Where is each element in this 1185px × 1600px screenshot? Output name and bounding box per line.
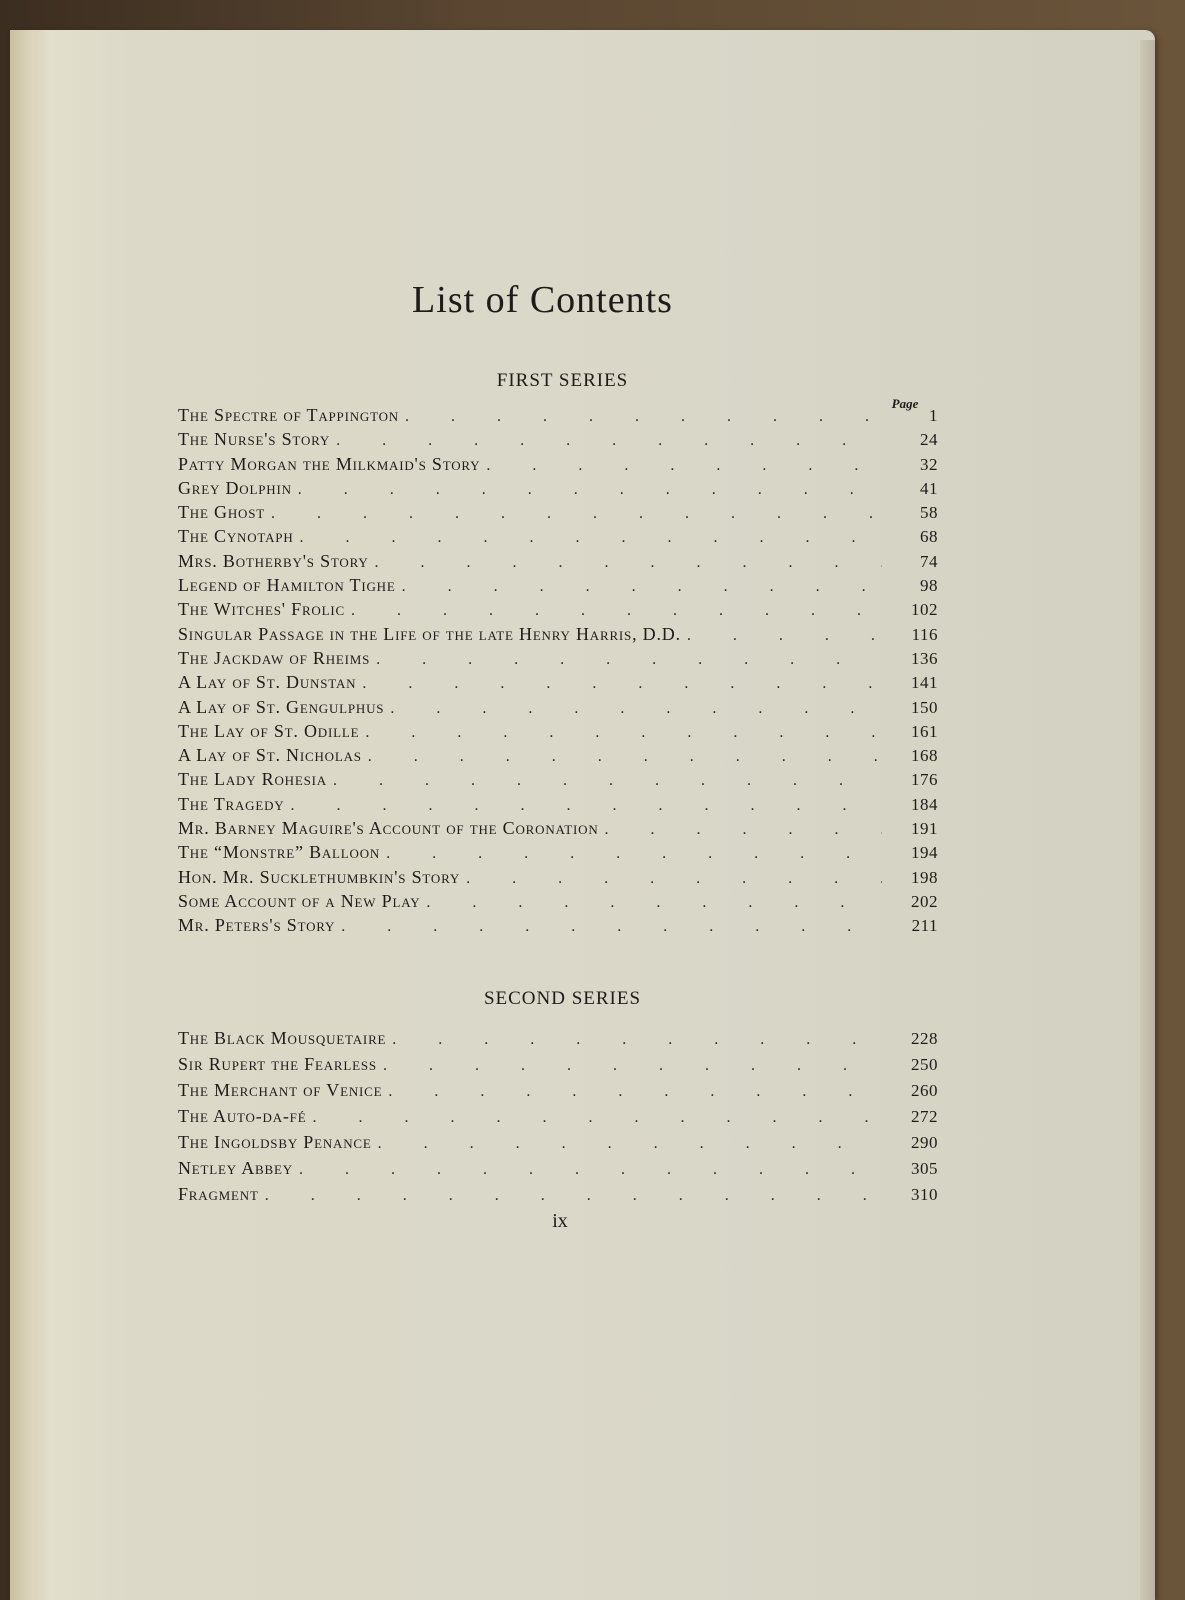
toc-entry-title: Mr. Peters's Story [178,915,336,936]
toc-entry-page-number: 176 [911,770,938,790]
dot-leader [333,772,882,790]
toc-entry [178,818,938,842]
toc-entry-page-number: 141 [911,673,938,693]
toc-entry [178,915,938,939]
toc-entry-title: Fragment [178,1184,259,1204]
toc-entry-page-number: 272 [911,1107,938,1126]
toc-entry-page-number: 198 [911,867,938,887]
toc-entry-page-number: 74 [920,551,938,571]
toc-entry [178,769,938,793]
toc-entry-title: A Lay of St. Gengulphus [178,696,385,717]
toc-entry-title: The Spectre of Tappington [178,405,399,425]
dot-leader [365,724,882,742]
toc-entry-page-number: 68 [920,527,938,547]
toc-entry-page-number: 184 [911,794,938,814]
dot-leader [486,457,882,475]
toc-entry [178,672,938,696]
toc-entry-page-number: 116 [911,624,938,644]
dot-leader [290,797,882,815]
toc-entry-page-number: 136 [911,648,938,668]
second-series-list [178,1028,938,1218]
toc-entry-title: Singular Passage in the Life of the late Henry Harris, D.D. [178,623,681,644]
toc-entry-title: The Ghost [178,502,265,523]
toc-entry-page-number: 168 [911,746,938,766]
dot-leader [368,748,882,766]
toc-entry-page-number: 202 [911,891,938,911]
toc-entry-title: Grey Dolphin [178,477,292,498]
toc-entry [178,575,938,599]
dot-leader [362,675,882,693]
toc-entry [178,1158,938,1184]
toc-entry-title: Patty Morgan the Milkmaid's Story [178,453,481,474]
dot-leader [386,845,882,863]
toc-entry [178,891,938,915]
toc-entry-page-number: 98 [920,576,938,596]
toc-entry-page-number: 310 [911,1185,938,1204]
dot-leader [300,529,882,547]
toc-entry [178,867,938,891]
toc-entry-page-number: 32 [920,454,938,474]
toc-entry-page-number: 161 [911,721,938,741]
toc-entry [178,599,938,623]
dot-leader [341,918,882,936]
toc-entry-title: The Jackdaw of Rheims [178,647,371,668]
dot-leader [298,481,882,499]
toc-entry-page-number: 305 [911,1159,938,1178]
toc-entry-page-number: 150 [911,697,938,717]
toc-entry [178,624,938,648]
toc-entry [178,526,938,550]
toc-entry-page-number: 41 [920,478,938,498]
toc-entry-page-number: 250 [911,1055,938,1074]
toc-entry [178,745,938,769]
toc-entry [178,551,938,575]
toc-entry [178,1184,938,1210]
dot-leader [375,554,882,572]
dot-leader [405,408,882,426]
dot-leader [402,578,882,596]
dot-leader [265,1187,882,1205]
page-column-label: Page [891,396,919,411]
toc-entry-title: The Tragedy [178,793,285,814]
toc-entry [178,1132,938,1158]
toc-entry-page-number: 228 [911,1029,938,1048]
toc-entry-title: The Merchant of Venice [178,1080,383,1100]
toc-entry-page-number: 24 [920,430,938,450]
first-series-heading: FIRST SERIES [496,370,629,391]
toc-entry-page-number: 194 [911,843,938,863]
dot-leader [392,1031,882,1049]
toc-entry [178,697,938,721]
dot-leader [466,870,882,888]
toc-entry-title: The Witches' Frolic [178,599,345,620]
dot-leader [312,1109,882,1127]
toc-entry [178,648,938,672]
toc-entry-page-number: 290 [911,1133,938,1152]
toc-entry [178,842,938,866]
toc-entry-page-number: 1 [929,406,938,425]
dot-leader [378,1135,882,1153]
toc-entry [178,721,938,745]
toc-entry [178,794,938,818]
toc-entry [178,1106,938,1132]
toc-entry-title: Mrs. Botherby's Story [178,550,369,571]
toc-entry [178,429,938,453]
toc-entry-title: A Lay of St. Nicholas [178,745,362,766]
toc-entry-title: The Cynotaph [178,526,294,547]
toc-entry [178,1028,938,1054]
toc-entry-page-number: 260 [911,1081,938,1100]
dot-leader [390,700,882,718]
toc-entry-title: Some Account of a New Play [178,890,421,911]
dot-leader [336,432,882,450]
toc-entry [178,478,938,502]
toc-entry-title: Sir Rupert the Fearless [178,1054,377,1074]
dot-leader [376,651,882,669]
toc-entry-title: Legend of Hamilton Tighe [178,575,396,596]
toc-entry-title: The Auto-da-fé [178,1106,307,1126]
toc-entry-title: Hon. Mr. Sucklethumbkin's Story [178,866,461,887]
toc-entry-title: Mr. Barney Maguire's Account of the Coronation [178,818,599,839]
toc-entry [178,1080,938,1106]
toc-entry-page-number: 191 [911,819,938,839]
dot-leader [605,821,882,839]
page-title: List of Contents [412,279,673,321]
toc-entry-title: The Ingoldsby Penance [178,1132,372,1152]
first-series-list [178,405,938,940]
dot-leader [299,1161,882,1179]
toc-entry-title: The Black Mousquetaire [178,1028,387,1048]
toc-entry-title: The Lay of St. Odille [178,720,360,741]
dot-leader [388,1083,882,1101]
dot-leader [383,1057,882,1075]
toc-entry [178,405,938,429]
toc-entry [178,1054,938,1080]
toc-entry-title: The Lady Rohesia [178,769,327,790]
dot-leader [351,602,882,620]
toc-entry [178,502,938,526]
toc-entry-title: Netley Abbey [178,1158,293,1178]
dot-leader [687,627,882,645]
toc-entry [178,454,938,478]
toc-entry-page-number: 211 [911,916,938,936]
second-series-heading: SECOND SERIES [483,988,642,1009]
toc-entry-title: The “Monstre” Balloon [178,842,381,863]
toc-entry-page-number: 58 [920,503,938,523]
dot-leader [426,894,882,912]
dot-leader [271,505,882,523]
toc-entry-title: A Lay of St. Dunstan [178,672,357,693]
toc-entry-title: The Nurse's Story [178,429,331,450]
toc-entry-page-number: 102 [911,600,938,620]
page-folio: ix [552,1210,568,1232]
